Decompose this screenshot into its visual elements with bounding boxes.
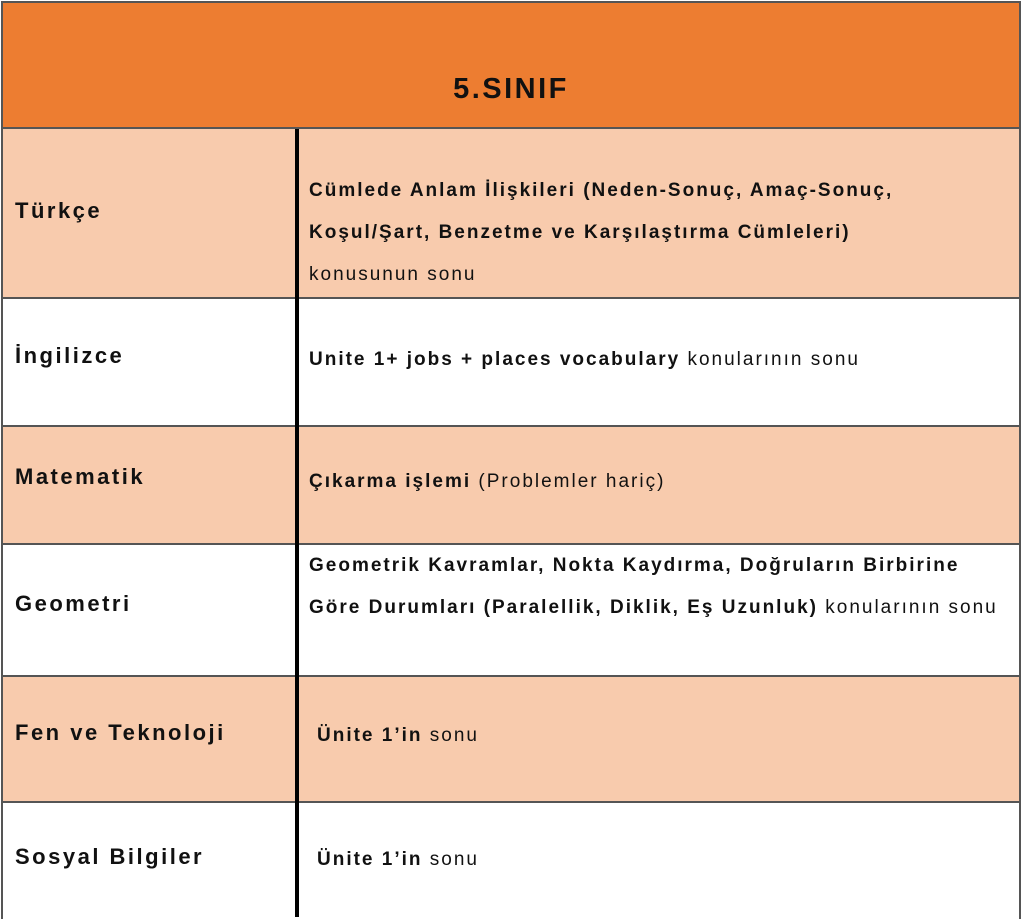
table-row-fen <box>3 677 1019 803</box>
table-row-ingilizce <box>3 299 1019 427</box>
topic-cell <box>309 545 1011 629</box>
topic-rest: konusunun sonu <box>309 264 477 285</box>
topic-rest: konularının sonu <box>817 597 998 618</box>
subject-cell: Matematik <box>15 464 146 489</box>
topic-cell <box>309 339 1015 381</box>
subject-cell: Geometri <box>15 591 132 616</box>
column-divider <box>295 129 299 917</box>
topic-rest: konularının sonu <box>680 349 860 370</box>
topic-cell <box>317 715 1005 757</box>
table-row-matematik <box>3 427 1019 545</box>
topic-cell <box>309 461 1005 503</box>
topic-cell <box>309 170 929 296</box>
table-row-sosyal <box>3 803 1019 919</box>
subject-cell: İngilizce <box>15 343 125 368</box>
curriculum-table <box>1 1 1021 919</box>
topic-bold: Ünite 1’in <box>317 725 423 746</box>
grade-title: 5.SINIF <box>453 73 569 105</box>
topic-bold: Cümlede Anlam İlişkileri (Neden-Sonuç, Amaç-Sonuç, Koşul/Şart, Benzetme ve Karşılaştırma Cümleleri) <box>309 180 894 243</box>
subject-cell: Türkçe <box>15 198 103 223</box>
subject-cell: Sosyal Bilgiler <box>15 844 205 869</box>
subject-cell: Fen ve Teknoloji <box>15 720 226 745</box>
topic-cell <box>317 839 1005 881</box>
topic-rest: (Problemler hariç) <box>471 471 666 492</box>
table-row-turkce <box>3 129 1019 299</box>
table-row-geometri <box>3 545 1019 677</box>
topic-rest: sonu <box>422 849 479 870</box>
topic-bold: Unite 1+ jobs + places vocabulary <box>309 349 681 370</box>
table-header <box>3 3 1019 129</box>
topic-rest: sonu <box>422 725 479 746</box>
topic-bold: Geometrik Kavramlar, Nokta Kaydırma, Doğruların Birbirine Göre Durumları (Paralellik, Diklik, Eş Uzunluk) <box>309 555 960 618</box>
topic-bold: Çıkarma işlemi <box>309 471 472 492</box>
topic-bold: Ünite 1’in <box>317 849 423 870</box>
